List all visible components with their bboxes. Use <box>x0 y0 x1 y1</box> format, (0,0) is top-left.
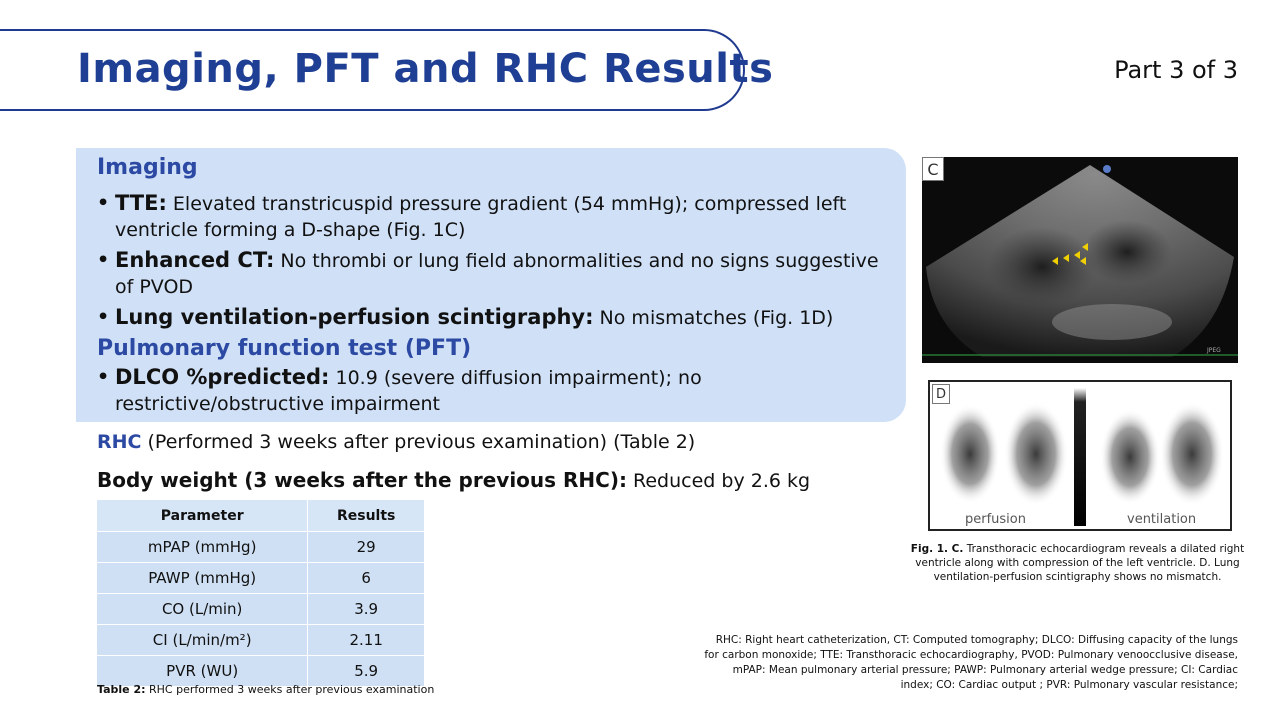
figure-caption <box>900 542 1255 584</box>
body-weight-line <box>97 468 810 492</box>
body-weight-label: Body weight (3 weeks after the previous RHC): <box>97 468 627 492</box>
table-cell: CO (L/min) <box>97 594 308 625</box>
bullet-enhanced-ct <box>97 247 902 300</box>
rhc-line <box>97 431 695 453</box>
bullet-dlco <box>97 364 902 417</box>
table-caption-text: RHC performed 3 weeks after previous examination <box>145 683 435 696</box>
abbreviations-footnote: RHC: Right heart catheterization, CT: Computed tomography; DLCO: Diffusing capacity of the lungs for carbon monoxide; TTE: Transthoracic echocardiography, PVOD: Pulmonary venoocclusive disease, mPAP: Mean pulmonary arterial pressure; PAWP: Pulmonary arterial wedge pressure; CI: Cardiac index; CO: Cardiac output ; PVR: Pulmonary vascular resistance; <box>704 634 1238 691</box>
echo-mark: JPEG <box>1207 347 1221 354</box>
rhc-table <box>97 500 425 686</box>
table-row <box>97 625 425 656</box>
body-weight-text: Reduced by 2.6 kg <box>626 470 811 492</box>
table-row <box>97 594 425 625</box>
bullet-label: Enhanced CT: <box>115 248 275 272</box>
table-cell: mPAP (mmHg) <box>97 532 308 563</box>
bullet-dot: • <box>97 366 110 388</box>
table-cell: PAWP (mmHg) <box>97 563 308 594</box>
scintigraphy-image <box>928 380 1232 531</box>
table-row <box>97 563 425 594</box>
table-header-parameter: Parameter <box>97 500 308 532</box>
rhc-text: (Performed 3 weeks after previous examination) (Table 2) <box>141 431 696 453</box>
pft-heading: Pulmonary function test (PFT) <box>97 336 472 361</box>
table-cell: 2.11 <box>308 625 425 656</box>
imaging-heading: Imaging <box>97 155 198 180</box>
page-title: Imaging, PFT and RHC Results <box>77 46 774 92</box>
table-cell: 3.9 <box>308 594 425 625</box>
rhc-label: RHC <box>97 431 142 453</box>
bullet-text: No mismatches (Fig. 1D) <box>593 307 834 329</box>
bullet-text: No thrombi or lung field abnormalities and no signs suggestive of PVOD <box>115 250 879 298</box>
figure-caption-text: Transthoracic echocardiogram reveals a dilated right ventricle along with compression of the left ventricle. D. Lung ventilation-perfusion scintigraphy shows no mismatch. <box>915 543 1245 583</box>
table-cell: 6 <box>308 563 425 594</box>
bullet-label: TTE: <box>115 191 167 215</box>
bullet-dot: • <box>97 192 110 214</box>
table-cell: 29 <box>308 532 425 563</box>
bullet-text: Elevated transtricuspid pressure gradient (54 mmHg); compressed left ventricle forming a D-shape (Fig. 1C) <box>115 193 847 241</box>
echocardiogram-image <box>922 157 1238 363</box>
table-cell: 5.9 <box>308 656 425 687</box>
bullet-dot: • <box>97 306 110 328</box>
bullet-tte <box>97 190 902 243</box>
perfusion-label: perfusion <box>965 512 1026 527</box>
bullet-text: 10.9 (severe diffusion impairment); no restrictive/obstructive impairment <box>115 367 702 415</box>
table-row <box>97 656 425 687</box>
table-header-results: Results <box>308 500 425 532</box>
bullet-dot: • <box>97 249 110 271</box>
table-caption <box>97 683 434 696</box>
bullet-vq-scan <box>97 304 902 331</box>
figure-caption-label: Fig. 1. C. <box>910 543 964 555</box>
bullet-label: DLCO %predicted: <box>115 365 330 389</box>
scint-graphic <box>930 382 1230 529</box>
table-cell: PVR (WU) <box>97 656 308 687</box>
part-indicator: Part 3 of 3 <box>1114 56 1238 84</box>
panel-c-label: C <box>922 157 944 181</box>
table-cell: CI (L/min/m²) <box>97 625 308 656</box>
echo-graphic <box>922 157 1238 363</box>
ventilation-label: ventilation <box>1127 512 1197 527</box>
table-row <box>97 532 425 563</box>
bullet-label: Lung ventilation-perfusion scintigraphy: <box>115 305 594 329</box>
panel-d-label: D <box>932 384 950 404</box>
table-caption-label: Table 2: <box>97 683 146 696</box>
